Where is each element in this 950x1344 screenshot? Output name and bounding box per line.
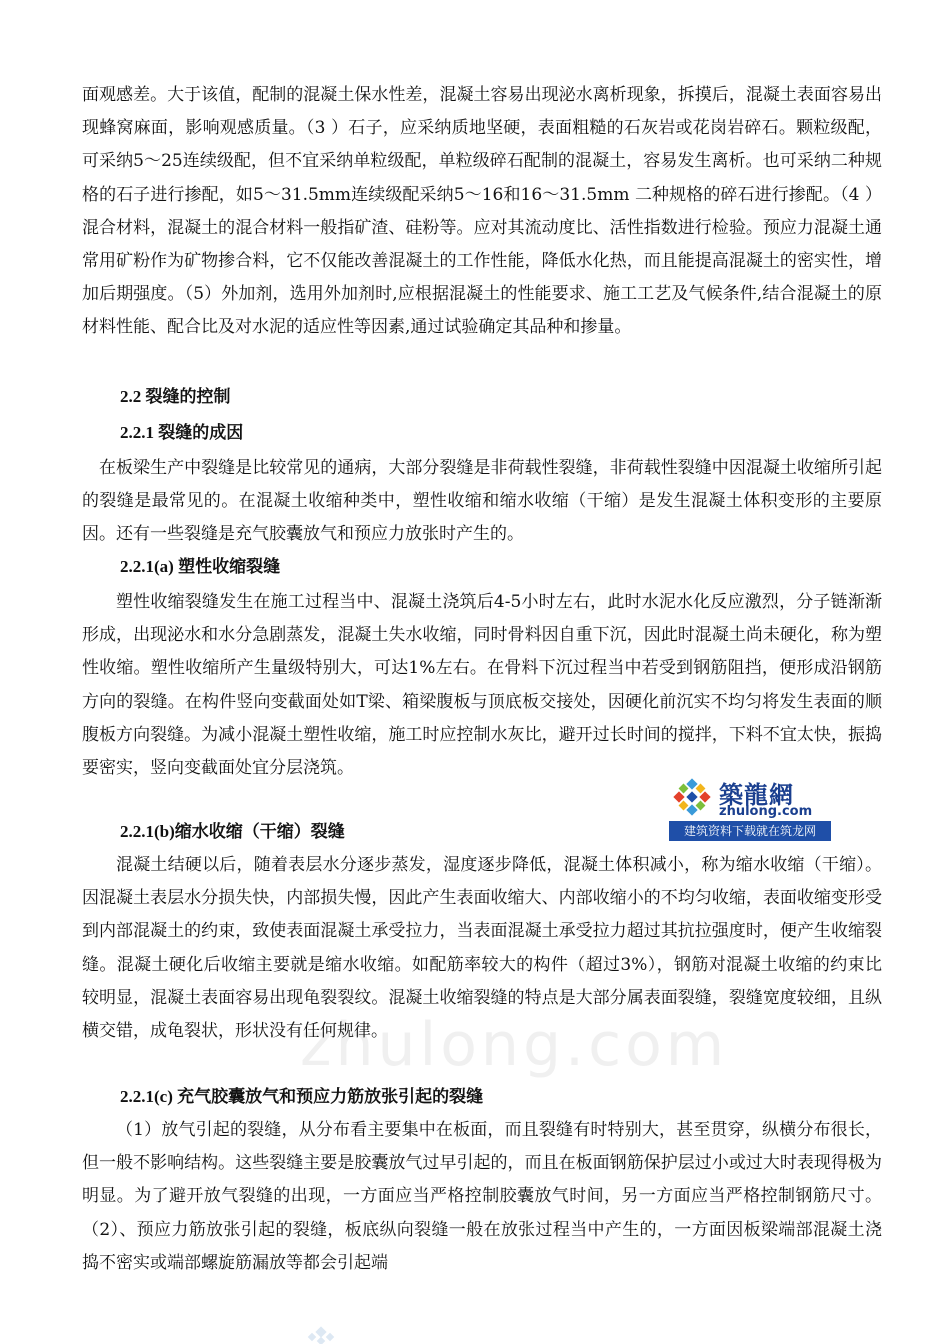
heading-crack-causes: 2.2.1 裂缝的成因 bbox=[120, 423, 244, 442]
paragraph-airbag-prestress: （1）放气引起的裂缝，从分布看主要集中在板面，而且裂缝有时特别大，甚至贯穿，纵横分布很长，但一般不影响结构。这些裂缝主要是胶囊放气过早引起的，而且在板面钢筋保护层过小或过大时表现得极为明显。为了避开放气裂缝的出现，一方面应当严格控制胶囊放气时间，另一方面应当严格控制钢筋尺寸。（2）、预应力筋放张引起的裂缝，板底纵向裂缝一般在放张过程当中产生的，一方面因板梁端部混凝土浇捣不密实或端部螺旋筋漏放等都会引起端 bbox=[82, 1120, 882, 1273]
zhulong-logo bbox=[669, 775, 831, 841]
paragraph-drying-shrinkage: 混凝土结硬以后，随着表层水分逐步蒸发，湿度逐步降低，混凝土体积减小，称为缩水收缩（干缩）。因混凝土表层水分损失快，内部损失慢，因此产生表面收缩大、内部收缩小的不均匀收缩，表面收缩变形受到内部混凝土的约束，致使表面混凝土承受拉力，当表面混凝土承受拉力超过其抗拉强度时，便产生收缩裂缝。混凝土硬化后收缩主要就是缩水收缩。如配筋率较大的构件（超过3%），钢筋对混凝土收缩的约束比较明显，混凝土表面容易出现龟裂裂纹。混凝土收缩裂缝的特点是大部分属表面裂缝，裂缝宽度较细，且纵横交错，成龟裂状，形状没有任何规律。 bbox=[82, 855, 882, 1042]
logo-name: 築龍網 bbox=[719, 781, 794, 809]
paragraph-materials: 面观感差。大于该值，配制的混凝土保水性差，混凝土容易出现泌水离析现象，拆摸后，混凝土表面容易出现蜂窝麻面，影响观感质量。（3 ）石子，应采纳质地坚硬，表面粗糙的石灰岩或花岗岩碎石。颗粒级配，可采纳5～25连续级配，但不宜采纳单粒级配，单粒级碎石配制的混凝土，容易发生离析。也可采纳二种规格的石子进行掺配，如5～31.5mm连续级配采纳5～16和16～31.5mm 二种规格的碎石进行掺配。（4 ）混合材料，混凝土的混合材料一般指矿渣、硅粉等。应对其流动度比、活性指数进行检验。预应力混凝土通常用矿粉作为矿物掺合料，它不仅能改善混凝土的工作性能，降低水化热，而且能提高混凝土的密实性，增加后期强度。（5）外加剂，选用外加剂时,应根据混凝土的性能要求、施工工艺及气候条件,结合混凝土的原材料性能、配合比及对水泥的适应性等因素,通过试验确定其品种和掺量。 bbox=[82, 85, 882, 338]
logo-domain: zhulong.com bbox=[719, 804, 813, 819]
heading-drying-shrinkage: 2.2.1(b)缩水收缩（干缩）裂缝 bbox=[120, 822, 345, 841]
paragraph-crack-causes: 在板梁生产中裂缝是比较常见的通病，大部分裂缝是非荷载性裂缝，非荷载性裂缝中因混凝土收缩所引起的裂缝是最常见的。在混凝土收缩种类中，塑性收缩和缩水收缩（干缩）是发生混凝土体积变形的主要原因。还有一些裂缝是充气胶囊放气和预应力放张时产生的。 bbox=[82, 458, 882, 545]
paragraph-plastic-shrinkage: 塑性收缩裂缝发生在施工过程当中、混凝土浇筑后4-5小时左右，此时水泥水化反应激烈，分子链渐渐形成，出现泌水和水分急剧蒸发，混凝土失水收缩，同时骨料因自重下沉，因此时混凝土尚未硬化，称为塑性收缩。塑性收缩所产生量级特别大，可达1%左右。在骨料下沉过程当中若受到钢筋阻挡，便形成沿钢筋方向的裂缝。在构件竖向变截面处如T梁、箱梁腹板与顶底板交接处，因硬化前沉实不均匀将发生表面的顺腹板方向裂缝。为减小混凝土塑性收缩，施工时应控制水灰比，避开过长时间的搅拌，下料不宜太快，振捣要密实，竖向变截面处宜分层浇筑。 bbox=[82, 592, 882, 779]
heading-plastic-shrinkage: 2.2.1(a) 塑性收缩裂缝 bbox=[120, 557, 281, 576]
background-watermark: zhulong.com bbox=[300, 1010, 729, 1080]
logo-slogan: 建筑资料下载就在筑龙网 bbox=[669, 821, 831, 841]
snowflake-logo-icon bbox=[671, 777, 713, 817]
heading-crack-control: 2.2 裂缝的控制 bbox=[120, 387, 231, 406]
heading-airbag-prestress: 2.2.1(c) 充气胶囊放气和预应力筋放张引起的裂缝 bbox=[120, 1087, 484, 1106]
snowflake-watermark-icon bbox=[306, 1322, 336, 1344]
